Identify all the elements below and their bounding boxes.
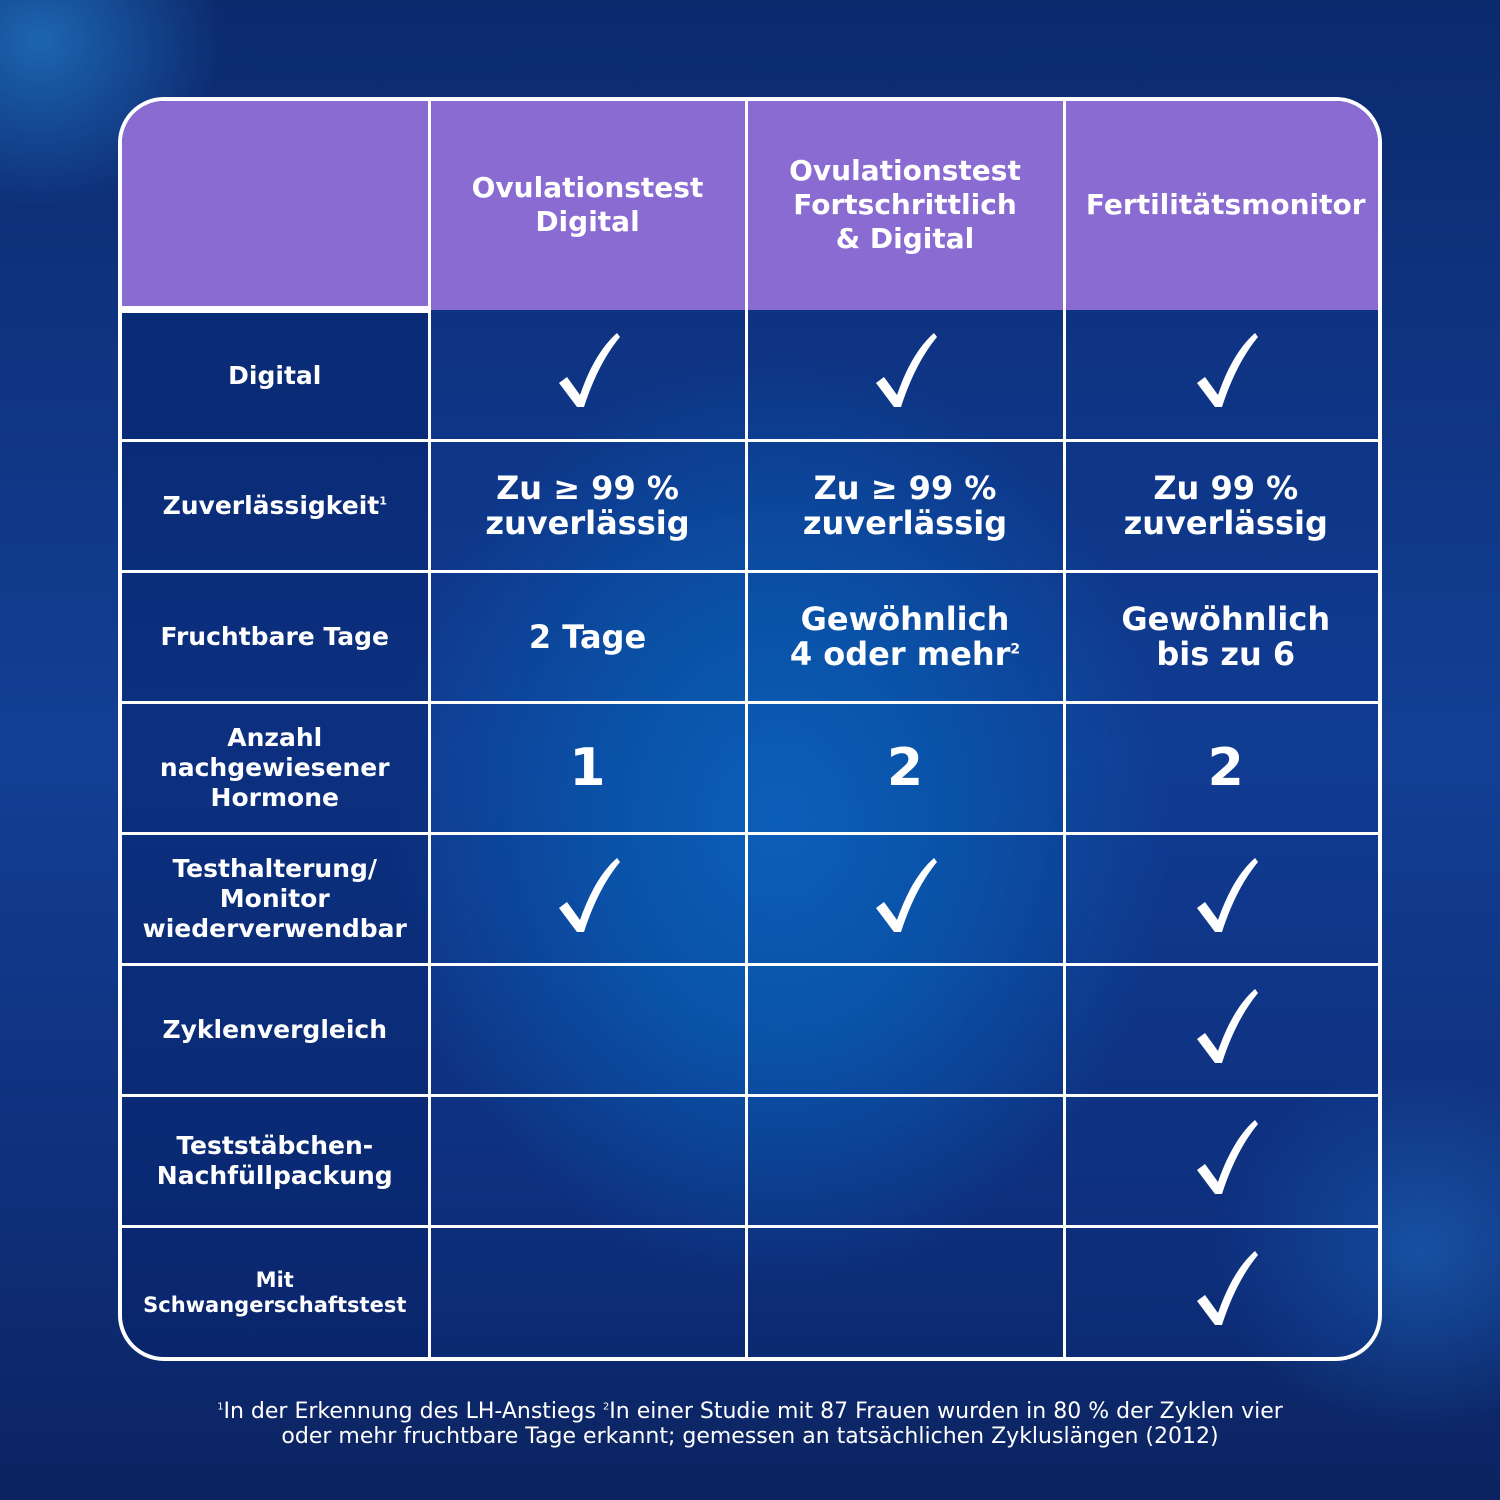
value-cell [746, 441, 1064, 572]
value-footnote-marker: 2 [1010, 641, 1021, 658]
table-row [122, 834, 1382, 965]
value-cell [429, 703, 746, 834]
value-cell [746, 572, 1064, 703]
row-label [122, 834, 429, 965]
row-label-line: Nachfüllpackung [156, 1161, 393, 1190]
checkmark-icon [870, 856, 940, 936]
column-header-line: Ovulationstest [789, 154, 1021, 188]
checkmark-icon [1191, 1249, 1261, 1329]
comparison-table-frame [118, 97, 1382, 1361]
row-label-line: Hormone [210, 783, 339, 812]
value-cell [1064, 572, 1382, 703]
footnote-marker-2: 2 [602, 1401, 610, 1413]
value-cell [746, 703, 1064, 834]
row-label-line: Teststäbchen- [176, 1131, 374, 1160]
row-label [122, 1096, 429, 1227]
check-cell [1064, 1096, 1382, 1227]
value-line: 2 [886, 737, 924, 798]
table-row [122, 572, 1382, 703]
empty-cell [429, 1227, 746, 1358]
column-header-line: Digital [535, 205, 640, 239]
empty-cell [746, 1096, 1064, 1227]
row-label-line: Testhalterung/ [172, 854, 378, 883]
footnote-marker-1: 1 [217, 1401, 224, 1413]
value-line: 2 [1207, 737, 1244, 798]
row-label-line: Digital [228, 361, 322, 390]
value-cell [1064, 441, 1382, 572]
table-row [122, 441, 1382, 572]
row-label-line: Monitor [219, 884, 330, 913]
value-cell [1064, 703, 1382, 834]
footnote-line-2: oder mehr fruchtbare Tage erkannt; gemessen an tatsächlichen Zykluslängen (2012) [281, 1424, 1219, 1449]
check-cell [746, 310, 1064, 441]
value-line: Gewöhnlich [1121, 600, 1331, 638]
empty-cell [746, 1227, 1064, 1358]
column-header-ovulationstest-digital [429, 101, 746, 310]
table-row [122, 310, 1382, 441]
row-label [122, 965, 429, 1096]
value-line: zuverlässig [485, 504, 690, 542]
footnote [0, 1399, 1500, 1449]
row-label-line: Zyklenvergleich [162, 1015, 388, 1044]
empty-cell [429, 1096, 746, 1227]
empty-cell [746, 965, 1064, 1096]
check-cell [746, 834, 1064, 965]
table-body [122, 310, 1382, 1358]
checkmark-icon [553, 331, 623, 411]
row-label-line: Zuverlässigkeit [162, 491, 380, 520]
row-label [122, 572, 429, 703]
checkmark-icon [553, 856, 623, 936]
footnote-line-1 [0, 1399, 1500, 1424]
value-line: zuverlässig [1123, 504, 1328, 542]
column-header-line: Fortschrittlich [793, 188, 1017, 222]
table-row [122, 703, 1382, 834]
checkmark-icon [1191, 331, 1261, 411]
row-label [122, 310, 429, 441]
column-header-line: Ovulationstest [471, 171, 704, 205]
value-line: bis zu 6 [1156, 635, 1296, 673]
value-cell [429, 572, 746, 703]
table-row [122, 1227, 1382, 1358]
checkmark-icon [1191, 1118, 1261, 1198]
check-cell [429, 834, 746, 965]
row-label-line: Mit [255, 1267, 294, 1292]
row-label [122, 703, 429, 834]
value-line: Zu ≥ 99 % [813, 469, 997, 507]
header-row [122, 101, 1382, 310]
column-header-line: & Digital [835, 222, 975, 256]
comparison-table [122, 101, 1382, 1358]
row-label [122, 441, 429, 572]
column-header-line: Fertilitätsmonitor [1085, 188, 1366, 222]
row-label-line: Anzahl [227, 723, 323, 752]
value-line: Gewöhnlich [800, 600, 1010, 638]
row-label-line: Schwangerschaftstest [143, 1292, 407, 1317]
table-row [122, 965, 1382, 1096]
value-line: Zu ≥ 99 % [496, 469, 679, 507]
value-cell [429, 441, 746, 572]
row-label [122, 1227, 429, 1358]
row-label-line: Fruchtbare Tage [160, 622, 389, 651]
check-cell [1064, 1227, 1382, 1358]
column-header-fertilitaetsmonitor [1064, 101, 1382, 310]
value-line: 1 [569, 737, 606, 798]
checkmark-icon [870, 331, 940, 411]
empty-cell [429, 965, 746, 1096]
check-cell [429, 310, 746, 441]
checkmark-icon [1191, 856, 1261, 936]
value-line: 4 oder mehr$^2$ [789, 635, 1021, 673]
column-header-ovulationstest-fortschrittlich [746, 101, 1064, 310]
value-line: zuverlässig [802, 504, 1008, 542]
check-cell [1064, 310, 1382, 441]
table-row [122, 1096, 1382, 1227]
check-cell [1064, 834, 1382, 965]
value-line: 2 Tage [528, 617, 647, 656]
footnote-text-1: In der Erkennung des LH-Anstiegs [223, 1399, 603, 1424]
footnote-text-2: In einer Studie mit 87 Frauen wurden in 80 % der Zyklen vier [609, 1399, 1283, 1424]
row-label-line: wiederverwendbar [142, 914, 407, 943]
value-line: Zu 99 % [1153, 469, 1299, 507]
row-label-footnote-marker: 1 [379, 494, 387, 508]
check-cell [1064, 965, 1382, 1096]
header-empty-cell [122, 101, 429, 310]
checkmark-icon [1191, 987, 1261, 1067]
row-label-line: nachgewiesener [159, 753, 390, 782]
